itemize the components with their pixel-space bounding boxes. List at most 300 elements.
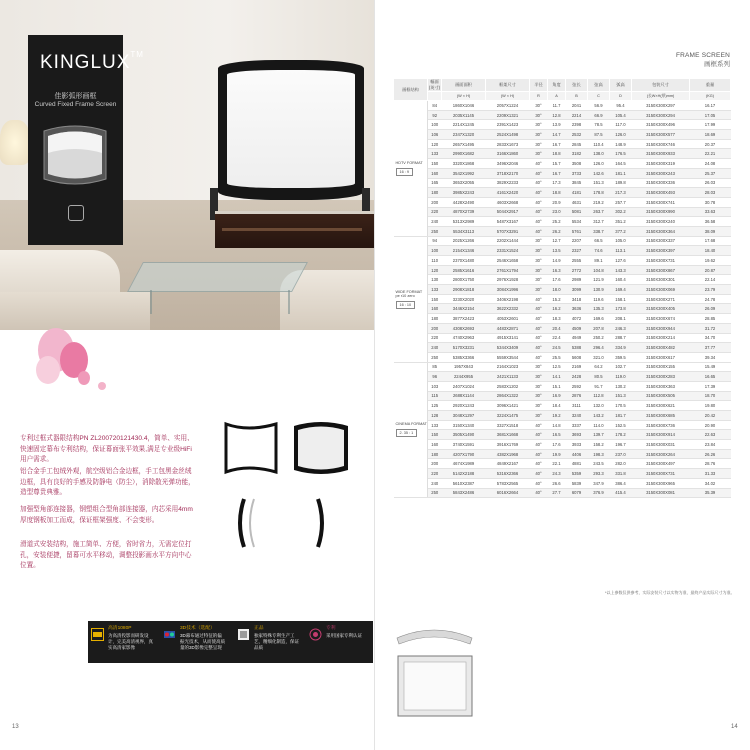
table-cell: 15.2 [548,294,566,304]
frame-profile-illustration [392,620,477,720]
table-cell: 40° [530,314,548,324]
table-cell: 151.3 [588,178,610,188]
table-cell: 30° [530,391,548,401]
table-cell: 217.3 [610,188,632,198]
table-cell: 296.4 [588,343,610,353]
hd-1080-icon [91,628,104,641]
table-cell: 288.7 [610,333,632,343]
table-cell: 40° [530,226,548,236]
table-cell: 104.8 [588,265,610,275]
table-cell: 120 [428,265,442,275]
table-cell: 219.2 [588,197,610,207]
edge-profile-diagram [288,493,354,553]
table-cell: 3446X2154 [442,304,486,314]
table-row [394,197,731,207]
table-cell: 28.85 [690,314,731,324]
table-cell: 31.33 [690,469,731,479]
table-cell: 2370X1480 [442,256,486,266]
table-cell: 17.68 [690,236,731,246]
table-cell: 30° [530,381,548,391]
table-cell: 3182 [566,149,588,159]
table-cell: 16.7 [548,168,566,178]
table-cell: 40° [530,469,548,479]
table-cell: 14.7 [548,130,566,140]
table-cell: 17.39 [690,381,731,391]
table-cell: 4674X1989 [442,459,486,469]
table-cell: 178.2 [610,430,632,440]
table-cell: 169.6 [588,314,610,324]
table-cell: 25.5 [548,352,566,362]
table-cell: 3636 [566,304,588,314]
table-cell: 30° [530,110,548,120]
table-cell: 3111 [566,401,588,411]
side-profile-diagram [218,493,284,553]
table-cell: 30° [530,411,548,421]
table-cell: 293.3 [588,469,610,479]
table-cell: 3150X300X933 [632,149,690,159]
format-group-0 [394,101,428,237]
table-cell: 2169 [566,362,588,372]
table-cell: 3150X300X990 [632,207,690,217]
table-cell: 20.9 [548,197,566,207]
table-row [394,130,731,140]
table-cell: 30° [530,362,548,372]
table-cell: 3166X1860 [486,149,530,159]
table-cell: 3150X300X031 [632,440,690,450]
table-cell: 40° [530,323,548,333]
table-cell: 3096X1421 [486,401,530,411]
table-cell: 2347X1320 [442,130,486,140]
table-header-6: 弦长 [566,79,588,92]
table-cell: 103 [428,381,442,391]
table-cell: 3337 [566,420,588,430]
table-cell: 3508 [566,159,588,169]
table-cell: 3150X300X944 [632,323,690,333]
table-cell: 150 [428,294,442,304]
table-row [394,372,731,382]
product-name-en: Curved Fixed Frame Screen [34,101,117,108]
table-cell: 5559X3544 [486,352,530,362]
table-cell: 180 [428,188,442,198]
table-cell: 33.63 [690,207,731,217]
table-cell: 3150X300X243 [632,168,690,178]
table-cell: 92 [428,110,442,120]
table-header-5: 角度 [548,79,566,92]
table-cell: 40° [530,197,548,207]
table-cell: 28.76 [690,459,731,469]
table-cell: 5608 [566,352,588,362]
table-cell: 2428 [566,372,588,382]
table-cell: 16.2 [548,304,566,314]
table-cell: 2331X1524 [486,246,530,256]
table-unit-6: B [566,92,588,101]
table-cell: 5344X3409 [486,343,530,353]
table-cell: 5707X3291 [486,226,530,236]
table-cell: 130 [428,275,442,285]
table-cell: 2207 [566,236,588,246]
table-cell: 2772 [566,265,588,275]
table-cell: 34.70 [690,333,731,343]
table-cell: 25.37 [690,168,731,178]
table-cell: 321.0 [588,352,610,362]
table-header-4: 半径 [530,79,548,92]
feature-patent: 专利 采用国家专利认证 [306,621,373,663]
table-cell: 66.5 [588,236,610,246]
table-cell: 151.3 [610,391,632,401]
patent-seal-icon [309,628,322,641]
table-cell: 30° [530,246,548,256]
table-cell: 39.34 [690,352,731,362]
table-cell: 3150X300X496 [632,120,690,130]
table-cell: 5385X3366 [442,352,486,362]
table-cell: 66.9 [588,110,610,120]
table-cell: 152.5 [610,420,632,430]
table-cell: 40° [530,159,548,169]
table-cell: 3150X300X746 [632,139,690,149]
table-cell: 169.4 [610,285,632,295]
table-cell: 180 [428,314,442,324]
table-cell: 3150X300X297 [632,101,690,111]
feature-genuine: 正品 独家特殊专利生产工艺，精细化制造，保证品质 [234,621,304,663]
table-cell: 117.0 [610,120,632,130]
table-cell: 40° [530,333,548,343]
table-cell: 138.0 [588,149,610,159]
genuine-badge-icon [237,628,250,641]
table-cell: 240 [428,478,442,488]
table-cell: 37.77 [690,343,731,353]
table-cell: 130.2 [610,381,632,391]
table-cell: 56.9 [588,101,610,111]
table-cell: 30° [530,120,548,130]
table-cell: 30° [530,285,548,295]
table-cell: 132.0 [588,401,610,411]
table-cell: 40° [530,168,548,178]
table-cell: 2154X1346 [442,246,486,256]
table-cell: 5761 [566,226,588,236]
table-cell: 80.5 [588,372,610,382]
table-cell: 165 [428,178,442,188]
table-cell: 19.9 [548,449,566,459]
table-cell: 22.63 [690,430,731,440]
table-cell: 3150X300X674 [632,314,690,324]
table-cell: 160 [428,440,442,450]
table-cell: 40° [530,178,548,188]
table-cell: 150 [428,430,442,440]
table-cell: 17.3 [548,178,566,188]
table-cell: 22.1 [548,459,566,469]
table-cell: 2989 [566,275,588,285]
table-cell: 40° [530,217,548,227]
table-cell: 3150X1340 [442,420,486,430]
table-cell: 3150X300X736 [632,420,690,430]
table-cell: 102.7 [610,362,632,372]
table-cell: 4161X2420 [486,188,530,198]
table-cell: 2327 [566,246,588,256]
desc-slide-mount: 滑道式安装结构，施工简单、方便，省时省力，无需定位打孔，安装便捷，留幕可水平移动，调整投影画水平方向中心位置。 [20,541,192,570]
table-cell: 3150X300X397 [632,246,690,256]
table-cell: 2214 [566,110,588,120]
table-row [394,420,731,430]
table-cell: 3933 [566,440,588,450]
table-cell: 2025X1266 [442,236,486,246]
table-cell: 386.4 [610,478,632,488]
desc-patent-structure: 专利过框式器限结构PN ZL200720121430.4，简单、实用、快速固定幕布专利结构，保证幕面张平效果,满足专业级HiFi用户需求。 [20,435,194,464]
desc-aluminum-frame: 铝合金手工包绒外观，航空级铝合金边框，手工包黑金丝绒边框，具有良好的手感及防静电（防尘），消除散光弹功能，造型尊贵典雅。 [20,468,195,497]
format-group-2 [394,362,428,498]
table-unit-1 [428,92,442,101]
product-name-cn: 佳影弧形画框 [54,93,97,100]
table-header-0: 画框结构 [394,79,428,101]
table-cell: 173.8 [610,304,632,314]
format-name: CINEMA FORMAT [395,422,427,427]
table-cell: 160 [428,168,442,178]
table-cell: 5170X3231 [442,343,486,353]
table-row [394,381,731,391]
table-cell: 30° [530,275,548,285]
table-cell: 18.70 [690,391,731,401]
table-cell: 3084X1996 [486,285,530,295]
table-row [394,459,731,469]
table-cell: 2592 [566,381,588,391]
table-cell: 26.6 [548,478,566,488]
table-cell: 20.90 [690,420,731,430]
tv-cabinet [215,214,375,248]
table-cell: 4181 [566,188,588,198]
table-cell: 26.2 [548,226,566,236]
table-cell: 2546X1658 [486,256,530,266]
table-cell: 12.8 [548,110,566,120]
table-cell: 28.03 [690,188,731,198]
table-cell: 4870X2739 [442,207,486,217]
table-cell: 143.3 [610,265,632,275]
table-row [394,168,731,178]
table-cell: 3150X300X081 [632,488,690,498]
table-cell: 23.84 [690,440,731,450]
feature-hd: 高清1080P 为高清投影而研发设计，完美高清视界，真实高清家影像 [88,621,158,663]
table-cell: 30° [530,401,548,411]
table-cell: 30° [530,256,548,266]
table-row [394,333,731,343]
table-cell: 5534X3113 [442,226,486,236]
table-row [394,149,731,159]
table-cell: 3985X2243 [442,188,486,198]
table-cell: 4483X2871 [486,323,530,333]
table-cell: 2908X1818 [442,285,486,295]
table-cell: 3622X2332 [486,304,530,314]
table-cell: 20.87 [690,265,731,275]
table-cell: 40° [530,430,548,440]
table-cell: 15.1 [548,381,566,391]
table-cell: 2398 [566,120,588,130]
table-cell: 2585X1616 [442,265,486,275]
table-row [394,352,731,362]
table-cell: 338.7 [588,226,610,236]
table-cell: 18.0 [548,285,566,295]
table-cell: 2555 [566,256,588,266]
table-cell: 3406X2198 [486,294,530,304]
table-cell: 250 [428,488,442,498]
brand-box [28,35,144,245]
table-cell: 4053X2601 [486,314,530,324]
table-cell: 3150X300X319 [632,159,690,169]
table-row [394,343,731,353]
table-cell: 3150X300X364 [632,226,690,236]
table-cell: 4849X2167 [486,459,530,469]
table-cell: 2864X1322 [486,391,530,401]
table-cell: 200 [428,197,442,207]
table-cell: 14.9 [548,256,566,266]
table-cell: 4382X1968 [486,449,530,459]
table-cell: 3150X300X914 [632,430,690,440]
table-cell: 112.8 [588,391,610,401]
table-cell: 18.4 [548,401,566,411]
table-cell: 3150X300X965 [632,478,690,488]
table-cell: 3150X300X405 [632,304,690,314]
3d-glasses-icon [163,628,176,641]
table-cell: 4740X2963 [442,333,486,343]
table-cell: 38.09 [690,226,731,236]
table-cell: 30° [530,139,548,149]
table-unit-2: (W × H) [442,92,486,101]
table-row [394,120,731,130]
table-cell: 3150X300X577 [632,130,690,140]
table-cell: 160.4 [610,275,632,285]
table-row [394,217,731,227]
table-cell: 3150X300X741 [632,197,690,207]
table-cell: 3099 [566,285,588,295]
table-cell: 16.3 [548,265,566,275]
table-cell: 282.0 [610,459,632,469]
table-cell: 24.08 [690,159,731,169]
spec-table [393,78,731,498]
table-cell: 119.0 [610,372,632,382]
table-cell: 5044X2917 [486,207,530,217]
table-cell: 3150X300X069 [632,285,690,295]
table-cell: 207.8 [588,323,610,333]
table-cell: 243.5 [588,459,610,469]
glass-table [127,262,308,292]
table-cell: 4406 [566,449,588,459]
table-cell: 13.5 [548,246,566,256]
table-cell: 24.5 [548,343,566,353]
table-cell: 3150X300X505 [632,391,690,401]
table-cell: 126.0 [588,159,610,169]
format-subname: pe r10 zero [395,293,415,298]
table-cell: 3653X2055 [442,178,486,188]
table-cell: 3327X1518 [486,420,530,430]
table-cell: 3496X2046 [486,159,530,169]
table-cell: 2532 [566,130,588,140]
table-cell: 2391X1423 [486,120,530,130]
table-cell: 94 [428,236,442,246]
table-cell: 15.7 [548,159,566,169]
table-cell: 3048X1297 [442,411,486,421]
feature-bar [88,621,373,663]
table-cell: 4072 [566,314,588,324]
table-cell: 113.1 [610,246,632,256]
table-cell: 2990X1682 [442,149,486,159]
rose-petals-icon [26,320,136,400]
table-cell: 2876 [566,391,588,401]
table-cell: 302.2 [610,207,632,217]
page-number-left: 13 [12,724,19,730]
table-cell: 3718X2170 [486,168,530,178]
table-cell: 23.0 [548,207,566,217]
table-cell: 5487X3167 [486,217,530,227]
page-number-right: 14 [731,724,738,730]
table-cell: 35.39 [690,488,731,498]
format-name: WIDE FORMAT [395,289,423,294]
table-cell: 100 [428,120,442,130]
table-cell: 3150X300X337 [632,236,690,246]
table-cell: 115 [428,391,442,401]
table-cell: 22.14 [690,275,731,285]
table-cell: 3740X1591 [442,440,486,450]
table-cell: 105.0 [610,236,632,246]
table-cell: 3150X300X294 [632,110,690,120]
table-cell: 125 [428,401,442,411]
table-cell: 3150X300X617 [632,352,690,362]
table-cell: 133 [428,149,442,159]
table-cell: 30° [530,372,548,382]
table-cell: 5359 [566,469,588,479]
table-cell: 14.8 [548,420,566,430]
table-cell: 17.6 [548,440,566,450]
table-cell: 30° [530,149,548,159]
table-cell: 26.03 [690,178,731,188]
table-cell: 2976X1928 [486,275,530,285]
table-cell: 359.5 [610,352,632,362]
table-cell: 5839 [566,478,588,488]
table-cell: 2524X1498 [486,130,530,140]
table-cell: 220 [428,333,442,343]
table-row [394,275,731,285]
table-cell: 3829X2233 [486,178,530,188]
table-cell: 139.7 [588,430,610,440]
table-cell: 26.26 [690,449,731,459]
table-cell: 142.6 [588,168,610,178]
table-cell: 18.40 [690,246,731,256]
table-cell: 114.0 [588,420,610,430]
table-cell: 11.7 [548,101,566,111]
table-cell: 2920X1243 [442,401,486,411]
table-cell: 3877X2423 [442,314,486,324]
table-row [394,246,731,256]
table-cell: 133 [428,285,442,295]
table-cell: 84 [428,101,442,111]
table-cell: 40° [530,188,548,198]
table-unit-9: (长W×H(厚)mm) [632,92,690,101]
table-cell: 4509 [566,323,588,333]
table-cell: 164.5 [610,159,632,169]
table-cell: 2209X1321 [486,110,530,120]
table-cell: 246.3 [610,323,632,333]
table-cell: 3693 [566,430,588,440]
table-cell: 110.4 [588,139,610,149]
table-row [394,304,731,314]
table-cell: 24.78 [690,294,731,304]
table-unit-7: C [588,92,610,101]
table-cell: 30° [530,101,548,111]
table-header-7: 弦高 [588,79,610,92]
table-cell: 12.5 [548,362,566,372]
table-cell: 3150X300X493 [632,188,690,198]
table-cell: 4915X3141 [486,333,530,343]
table-cell: 2761X1794 [486,265,530,275]
brand-name: KINGLUX™ [40,50,144,73]
table-cell: 31.72 [690,323,731,333]
table-cell: 18.8 [548,188,566,198]
